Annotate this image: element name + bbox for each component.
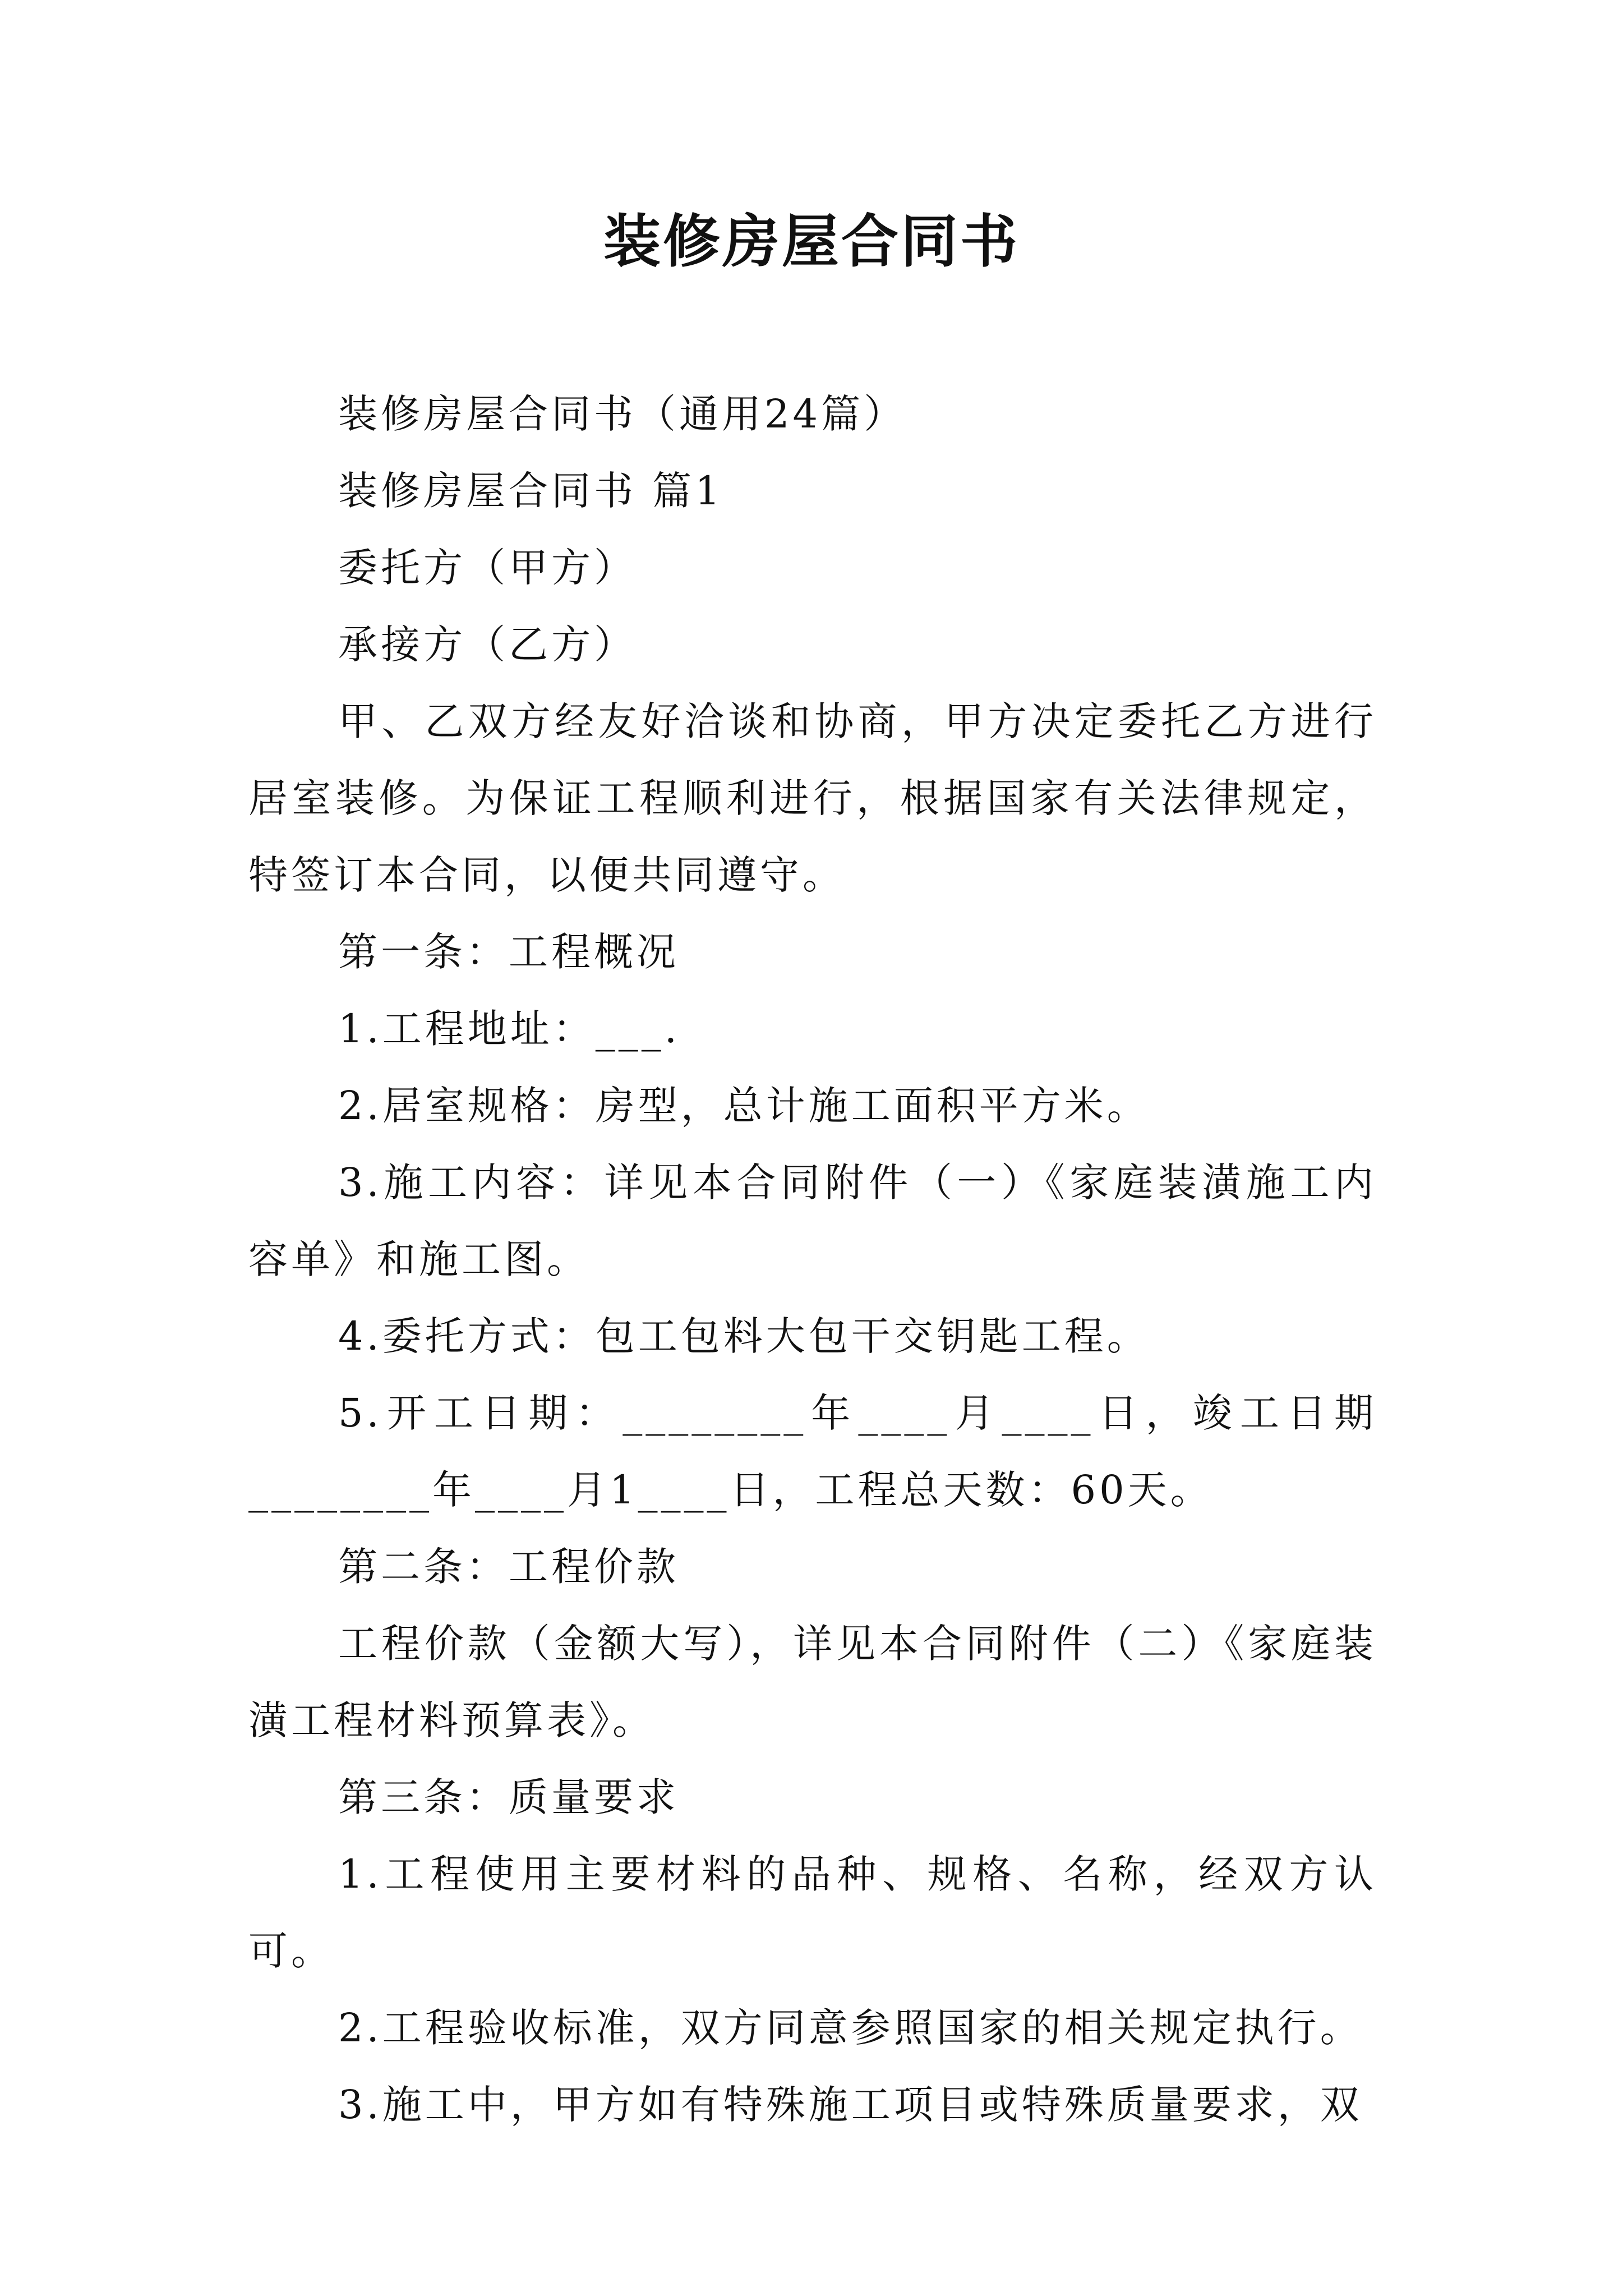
paragraph-article-2: 第二条：工程价款 bbox=[338, 1544, 679, 1590]
paragraph-dates: 5.开工日期：________年____月____日，竣工日期________年____月1____日，工程总天数：60天。 bbox=[248, 1390, 1377, 1513]
paragraph-subtitle: 装修房屋合同书（通用24篇） bbox=[338, 391, 907, 437]
paragraph-section-heading: 装修房屋合同书 篇1 bbox=[338, 468, 723, 514]
paragraph-commission-method: 4.委托方式：包工包料大包干交钥匙工程。 bbox=[338, 1313, 1150, 1359]
document-body bbox=[248, 376, 1377, 2143]
paragraph-acceptance: 2.工程验收标准，双方同意参照国家的相关规定执行。 bbox=[338, 2005, 1363, 2051]
paragraph-article-3: 第三条：质量要求 bbox=[338, 1774, 679, 1820]
paragraph-preamble: 甲、乙双方经友好洽谈和协商，甲方决定委托乙方进行居室装修。为保证工程顺利进行，根据国家有关法律规定，特签订本合同，以便共同遵守。 bbox=[248, 698, 1377, 898]
paragraph-special-requirements: 3.施工中，甲方如有特殊施工项目或特殊质量要求，双 bbox=[338, 2082, 1363, 2128]
paragraph-materials: 1.工程使用主要材料的品种、规格、名称，经双方认可。 bbox=[248, 1851, 1377, 1974]
paragraph-party-a: 委托方（甲方） bbox=[338, 545, 637, 591]
paragraph-construction-content: 3.施工内容：详见本合同附件（一）《家庭装潢施工内容单》和施工图。 bbox=[248, 1159, 1377, 1282]
paragraph-room-spec: 2.居室规格：房型，总计施工面积平方米。 bbox=[338, 1083, 1150, 1129]
paragraph-party-b: 承接方（乙方） bbox=[338, 622, 637, 668]
paragraph-article-1: 第一条：工程概况 bbox=[338, 929, 679, 975]
document-title: 装修房屋合同书 bbox=[603, 209, 1020, 275]
paragraph-price: 工程价款（金额大写），详见本合同附件（二）《家庭装潢工程材料预算表》。 bbox=[248, 1621, 1377, 1743]
paragraph-address: 1.工程地址：___. bbox=[338, 1006, 681, 1052]
